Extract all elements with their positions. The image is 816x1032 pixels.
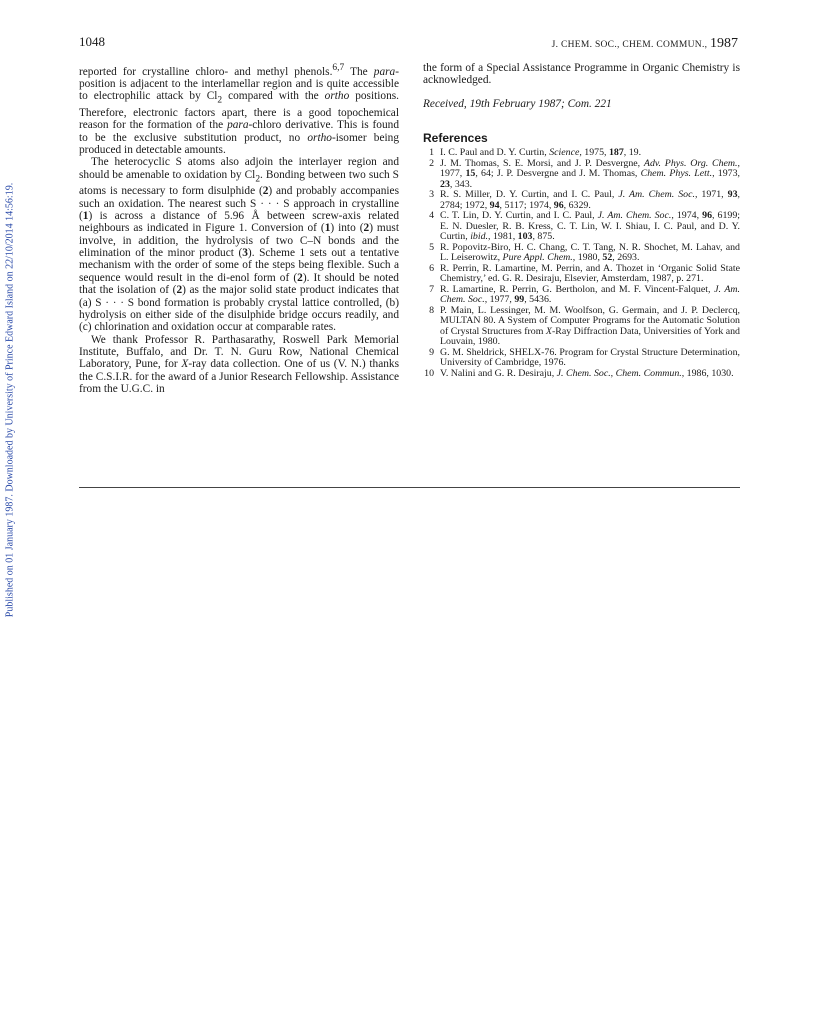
reference-number: 3 (429, 189, 434, 201)
journal-year: 1987 (710, 36, 738, 51)
reference-number: 6 (429, 262, 434, 274)
reference-number: 7 (429, 283, 434, 295)
body-paragraph: The heterocyclic S atoms also adjoin the interlayer region and should be amenable to oxidation by $Cl_2$. Bonding between two such S atoms is necessary to form disulphide (2) and probably accompanies such an oxidation. The nearest such S · · · S approach in crystalline (1) is across a distance of 5.96 Å between screw-axis related neighbours as indicated in Figure 1. Conversion of (1) into (2) must involve, in addition, the hydrolysis of two C–N bonds and the elimination of the minor product (3). Scheme 1 sets out a tentative mechanism with the order of some of the steps being flexible. Such a sequence would result in the di-enol form of (2). It should be noted that the isolation of (2) as the major solid state product indicates that (a) S · · · S bond formation is probably crystal lattice controlled, (b) hydrolysis on either side of the disulphide bridge occurs readily, and (c) chlorination and oxidation occur at comparable rates. (79, 156, 400, 334)
left-column (79, 62, 399, 395)
reference-item (423, 264, 740, 285)
reference-item (423, 369, 740, 380)
reference-item (423, 348, 740, 369)
reference-number: 2 (429, 157, 434, 169)
reference-item (423, 211, 740, 243)
reference-text: R. Lamartine, R. Perrin, G. Bertholon, and M. F. Vincent-Falquet, J. Am. Chem. Soc., 1977, 99, 5436. (440, 283, 740, 306)
reference-number: 1 (429, 147, 434, 159)
download-watermark (2, 160, 18, 640)
references-heading: References (423, 131, 488, 146)
reference-item (423, 306, 740, 348)
reference-number: 9 (429, 346, 434, 358)
reference-text: C. T. Lin, D. Y. Curtin, and I. C. Paul, J. Am. Chem. Soc., 1974, 96, 6199; E. N. Duesler, R. B. Kress, C. T. Lin, W. I. Shiau, I. C. Paul, and D. Y. Curtin, ibid., 1981, 103, 875. (440, 210, 741, 243)
page-number: 1048 (79, 34, 105, 49)
acknowledgement-continuation: the form of a Special Assistance Programme in Organic Chemistry is acknowledged. (423, 62, 740, 87)
reference-item (423, 159, 740, 191)
body-paragraph: reported for crystalline chloro- and methyl phenols.$^{6,7}$ The para-position is adjacent to the interlamellar region and is quite accessible to electrophilic attack by $Cl_2$ compared with the ortho positions. Therefore, electronic factors apart, there is a good topochemical reason for the formation of the para-chloro derivative. This is found to be the exclusive substitution product, no ortho-isomer being produced in detectable amounts. (79, 63, 399, 157)
reference-text: R. Popovitz-Biro, H. C. Chang, C. T. Tang, N. R. Shochet, M. Lahav, and L. Leiserowitz, Pure Appl. Chem., 1980, 52, 2693. (440, 241, 740, 264)
reference-text: G. M. Sheldrick, SHELX-76. Program for Crystal Structure Determination, University of Cambridge, 1976. (440, 346, 740, 369)
reference-item (423, 243, 740, 264)
reference-number: 8 (429, 304, 434, 316)
reference-text: P. Main, L. Lessinger, M. M. Woolfson, G. Germain, and J. P. Declercq, MULTAN 80. A System of Computer Programs for the Automatic Solution of Crystal Structures from X-Ray Diffraction Data, Universities of York and Louvain, 1980. (440, 304, 740, 348)
reference-number: 10 (424, 367, 434, 379)
reference-number: 5 (429, 241, 434, 253)
journal-name: J. CHEM. SOC., CHEM. COMMUN., (551, 40, 708, 50)
references-list (423, 148, 740, 379)
download-watermark-text: Published on 01 January 1987. Downloaded by University of Prince Edward Island on 22/10/2014 14:56:19. (4, 182, 16, 618)
acknowledgement-paragraph: We thank Professor R. Parthasarathy, Roswell Park Memorial Institute, Buffalo, and Dr. T. N. Guru Row, National Chemical Laboratory, Pune, for X-ray data collection. One of us (V. N.) thanks the C.S.I.R. for the award of a Junior Research Fellowship. Assistance from the U.G.C. in (79, 333, 399, 395)
reference-text: R. S. Miller, D. Y. Curtin, and I. C. Paul, J. Am. Chem. Soc., 1971, 93, 2784; 1972, 94, 5117; 1974, 96, 6329. (440, 189, 741, 211)
reference-item (423, 190, 740, 211)
reference-text: J. M. Thomas, S. E. Morsi, and J. P. Desvergne, Adv. Phys. Org. Chem., 1977, 15, 64; J. P. Desvergne and J. M. Thomas, Chem. Phys. Lett., 1973, 23, 343. (440, 157, 741, 190)
received-date: Received, 19th February 1987; Com. 221 (423, 97, 612, 110)
reference-text: V. Nalini and G. R. Desiraju, J. Chem. Soc., Chem. Commun., 1986, 1030. (440, 367, 734, 379)
reference-text: R. Perrin, R. Lamartine, M. Perrin, and A. Thozet in ‘Organic Solid State Chemistry,’ ed. G. R. Desiraju, Elsevier, Amsterdam, 1987, p. 271. (440, 262, 740, 285)
right-column (423, 62, 740, 379)
reference-text: I. C. Paul and D. Y. Curtin, Science, 1975, 187, 19. (440, 147, 642, 159)
running-head (552, 36, 738, 52)
reference-item (423, 285, 740, 306)
footer-divider (79, 487, 740, 488)
reference-number: 4 (429, 210, 434, 222)
